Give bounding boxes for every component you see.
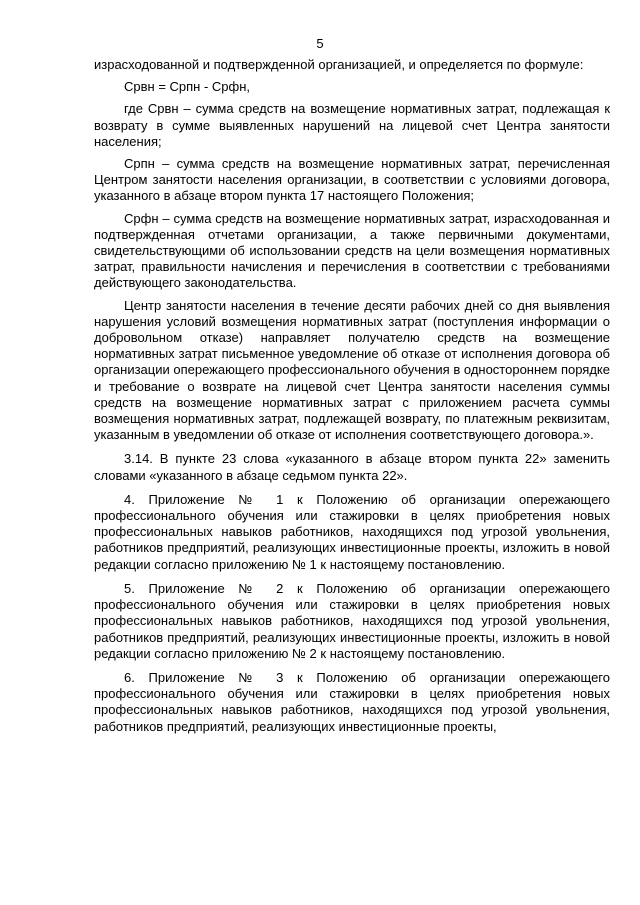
paragraph-item-4: 4. Приложение № 1 к Положению об организации опережающего профессионального обучения или стажировки в целях приобретения новых профессиональных навыков работников, находящихся под угрозой увольнения, работников предприятий, реализующих инвестиционные проекты, изложить в новой редакции согласно приложению № 1 к настоящему постановлению. <box>94 491 610 572</box>
paragraph-srvn-definition: где Срвн – сумма средств на возмещение нормативных затрат, подлежащая к возврату в сумме выявленных нарушений на лицевой счет Центра занятости населения; <box>94 101 610 149</box>
paragraph-formula: Срвн = Српн - Срфн, <box>124 79 251 95</box>
paragraph-employment-center-notice: Центр занятости населения в течение десяти рабочих дней со дня выявления нарушения условий возмещения нормативных затрат (поступления информации о добровольном отказе) направляет получателю средств на возмещение нормативных затрат письменное уведомление об отказе от исполнения договора об организации опережающего профессионального обучения в одностороннем порядке и требование о возврате на лицевой счет Центра занятости населения суммы средств на возмещение нормативных затрат с приложением расчета суммы возмещения нормативных затрат, подлежащей возврату, по платежным реквизитам, указанным в уведомлении об отказе от исполнения соответствующего договора.». <box>94 297 610 443</box>
paragraph-item-3-14: 3.14. В пункте 23 слова «указанного в абзаце втором пункта 22» заменить словами «указанного в абзаце седьмом пункта 22». <box>94 451 610 483</box>
paragraph-srpn-definition: Српн – сумма средств на возмещение нормативных затрат, перечисленная Центром занятости населения организации, в соответствии с условиями договора, указанного в абзаце втором пункта 17 настоящего Положения; <box>94 156 610 204</box>
paragraph-item-6: 6. Приложение № 3 к Положению об организации опережающего профессионального обучения или стажировки в целях приобретения новых профессиональных навыков работников, находящихся под угрозой увольнения, работников предприятий, реализующих инвестиционные проекты, <box>94 669 610 734</box>
paragraph-continuation: израсходованной и подтвержденной организацией, и определяется по формуле: <box>94 57 584 72</box>
paragraph-srfn-definition: Срфн – сумма средств на возмещение нормативных затрат, израсходованная и подтвержденная отчетами организации, а также первичными документами, свидетельствующими об использовании средств на цели возмещения нормативных затрат, правильности начисления и перечисления в соответствии с требованиями действующего законодательства. <box>94 210 610 291</box>
page-number: 5 <box>316 36 324 51</box>
paragraph-item-5: 5. Приложение № 2 к Положению об организации опережающего профессионального обучения или стажировки в целях приобретения новых профессиональных навыков работников, находящихся под угрозой увольнения, работников предприятий, реализующих инвестиционные проекты, изложить в новой редакции согласно приложению № 2 к настоящему постановлению. <box>94 580 610 661</box>
document-body <box>94 57 610 735</box>
